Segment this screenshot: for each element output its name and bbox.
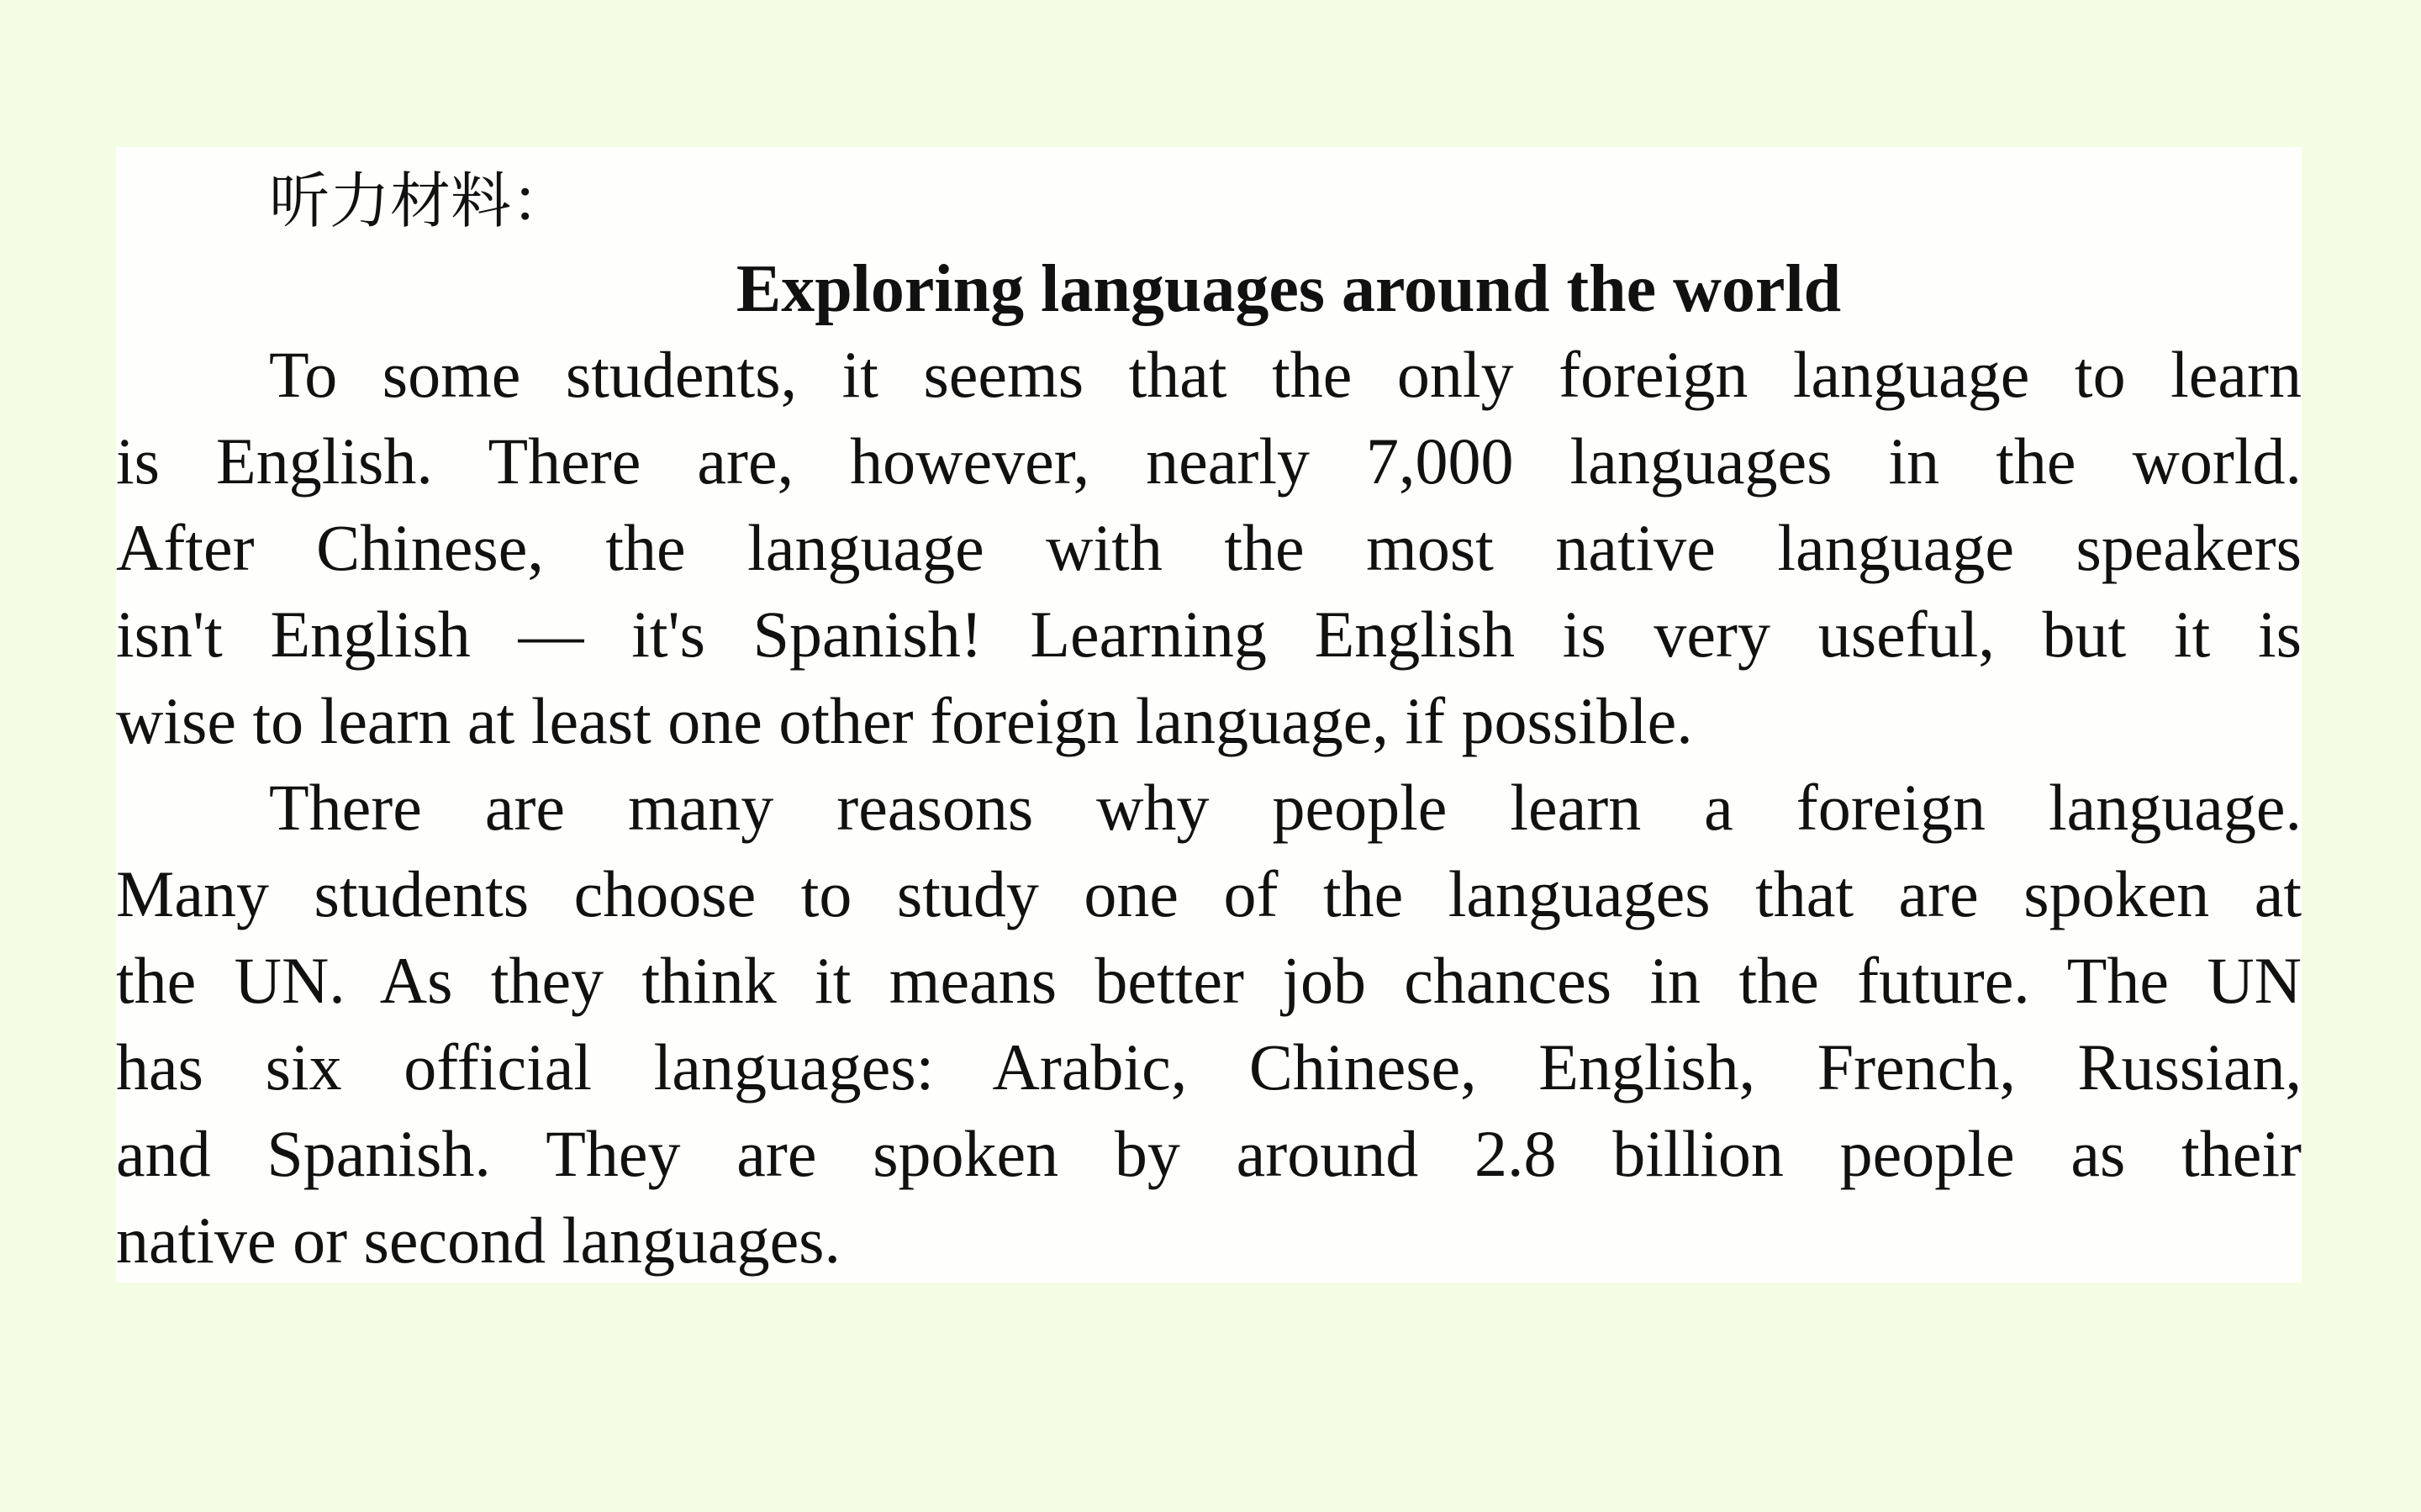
listening-material-label: 听力材料：: [269, 166, 572, 236]
text-line: has six official languages: Arabic, Chinese, English, French, Russian,: [116, 1030, 2302, 1104]
document-body: [116, 331, 2302, 1283]
text-line: the UN. As they think it means better job chances in the future. The UN: [116, 944, 2302, 1017]
text-line: isn't English — it's Spanish! Learning English is very useful, but it is: [116, 598, 2302, 671]
text-line: native or second languages.: [116, 1204, 841, 1277]
text-line: To some students, it seems that the only foreign language to learn: [269, 338, 2302, 411]
text-line: wise to learn at least one other foreign language, if possible.: [116, 684, 1693, 757]
text-line: After Chinese, the language with the most native language speakers: [116, 511, 2302, 584]
document-title: Exploring languages around the world: [736, 252, 1842, 326]
text-line: and Spanish. They are spoken by around 2.8 billion people as their: [116, 1117, 2302, 1190]
paragraph: [116, 331, 2302, 764]
text-line: Many students choose to study one of the languages that are spoken at: [116, 857, 2302, 930]
text-line: There are many reasons why people learn a foreign language.: [269, 771, 2302, 844]
text-line: is English. There are, however, nearly 7,000 languages in the world.: [116, 424, 2302, 498]
paragraph: [116, 764, 2302, 1283]
text-panel: [116, 147, 2302, 1283]
